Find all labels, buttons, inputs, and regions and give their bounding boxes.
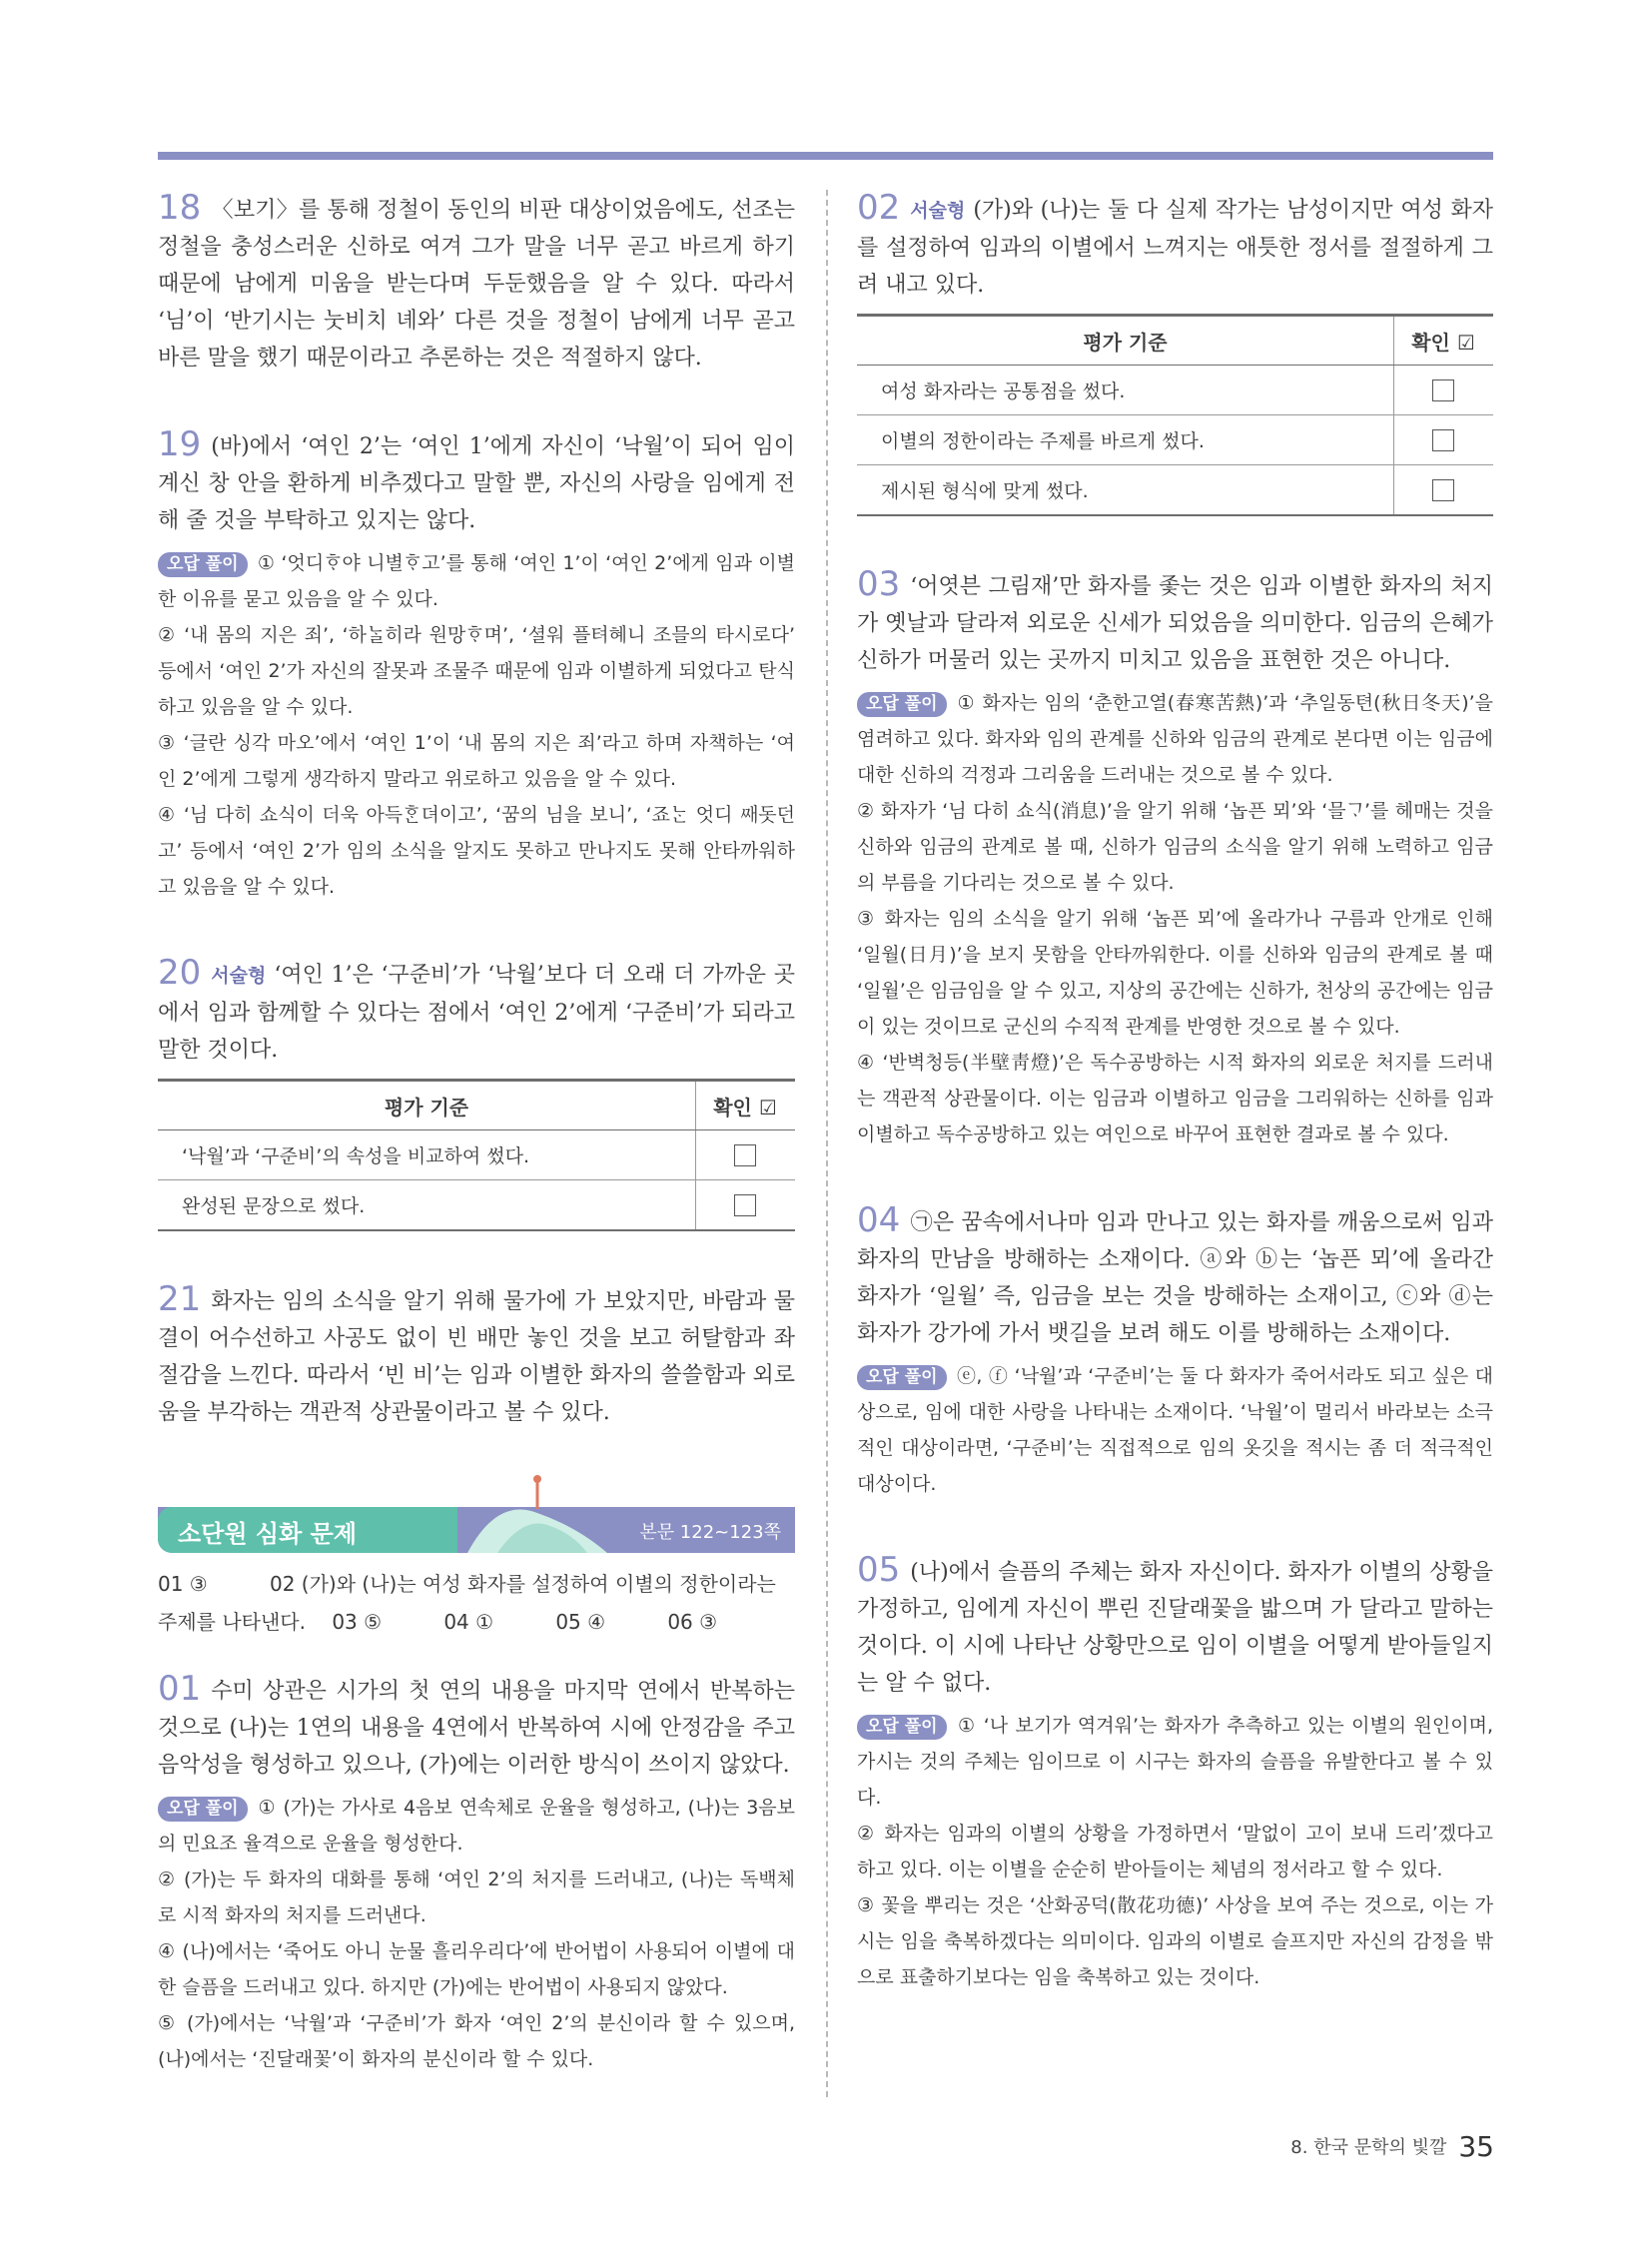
checkbox[interactable]	[1432, 429, 1454, 451]
checkbox[interactable]	[1432, 379, 1454, 401]
explanation-item: ③ 화자는 임의 소식을 알기 위해 ‘놉픈 뫼’에 올라가나 구름과 안개로 인해 ‘일월(日月)’을 보지 못함을 안타까워한다. 이를 신하와 임금의 관계로 볼 때 ‘일월’은 임금임을 알 수 있고, 지상의 공간에는 신하가, 천상의 공간에는 임금이 있는 것이므로 군신의 수직적 관계를 반영한 것으로 볼 수 있다.	[857, 908, 1493, 1038]
question-text: ㉠은 꿈속에서나마 임과 만나고 있는 화자를 깨움으로써 임과 화자의 만남을 방해하는 소재이다. ⓐ와 ⓑ는 ‘놉픈 뫼’에 올라간 화자가 ‘일월’ 즉, 임금을 보는 것을 방해하는 소재이고, ⓒ와 ⓓ는 화자가 강가에 가서 뱃길을 보려 해도 이를 방해하는 소재이다.	[857, 1210, 1493, 1346]
wrong-answer-badge: 오답 풀이	[158, 552, 248, 577]
question-number: 05	[857, 1550, 901, 1590]
question-number: 02	[857, 188, 901, 228]
question-number: 19	[158, 424, 202, 464]
check-header: 확인 ☑	[696, 1081, 796, 1130]
left-column	[158, 190, 795, 2077]
question-s01	[158, 1671, 795, 2077]
answer-item: 05 ④	[555, 1610, 606, 1634]
check-header: 확인 ☑	[1394, 316, 1494, 366]
answer-item: 02 (가)와 (나)는 여성 화자를 설정하여 이별의 정한이라는 주제를 나타낸다.	[158, 1572, 776, 1634]
question-text: ‘여인 1’은 ‘구준비’가 ‘낙월’보다 더 오래 더 가까운 곳에서 임과 함께할 수 있다는 점에서 ‘여인 2’에게 ‘구준비’가 되라고 말한 것이다.	[158, 963, 795, 1063]
question-number: 18	[158, 188, 202, 228]
checkbox[interactable]	[734, 1144, 756, 1166]
section-pages: 본문 122~123쪽	[639, 1522, 781, 1543]
explanation-item: ④ ‘반벽청등(半壁靑燈)’은 독수공방하는 시적 화자의 외로운 처지를 드러내는 객관적 상관물이다. 이는 임금과 이별하고 임금을 그리워하는 신하를 임과 이별하고 독수공방하고 있는 여인으로 바꾸어 표현한 결과로 볼 수 있다.	[857, 1052, 1493, 1145]
explanation-item: ⓔ, ⓕ ‘낙월’과 ‘구준비’는 둘 다 화자가 죽어서라도 되고 싶은 대상으로, 임에 대한 사랑을 나타내는 소재이다. ‘낙월’이 멀리서 바라보는 소극적인 대상이라면, ‘구준비’는 직접적으로 임의 옷깃을 적시는 좀 더 적극적인 대상이다.	[857, 1365, 1493, 1495]
answer-key	[158, 1565, 795, 1641]
question-s03	[857, 566, 1493, 1152]
explanation-item: ② 화자는 임과의 이별의 상황을 가정하면서 ‘말없이 고이 보내 드리’겠다고 하고 있다. 이는 이별을 순순히 받아들이는 체념의 정서라고 할 수 있다.	[857, 1823, 1493, 1880]
explanation-item: ① ‘나 보기가 역겨워’는 화자가 추측하고 있는 이별의 원인이며, 가시는 것의 주체는 임이므로 이 시구는 화자의 슬픔을 유발한다고 볼 수 있다.	[857, 1715, 1493, 1809]
table-row	[158, 1180, 795, 1231]
explanation-item: ③ ‘글란 싱각 마오’에서 ‘여인 1’이 ‘내 몸의 지은 죄’라고 하며 자책하는 ‘여인 2’에게 그렇게 생각하지 말라고 위로하고 있음을 알 수 있다.	[158, 732, 795, 790]
criteria-table	[158, 1079, 795, 1231]
question-text: (가)와 (나)는 둘 다 실제 작가는 남성이지만 여성 화자를 설정하여 임과의 이별에서 느껴지는 애틋한 정서를 절절하게 그려 내고 있다.	[857, 198, 1493, 298]
page-footer	[1290, 2130, 1494, 2163]
question-19	[158, 426, 795, 905]
table-row	[158, 1130, 795, 1180]
checkbox[interactable]	[1432, 479, 1454, 501]
question-s04	[857, 1202, 1493, 1502]
explanation-item: ② 화자가 ‘님 다히 쇼식(消息)’을 알기 위해 ‘놉픈 뫼’와 ‘믈ᄀᆞ’를 헤매는 것을 신하와 임금의 관계로 볼 때, 신하가 임금의 소식을 알기 위해 노력하고 임금의 부름을 기다리는 것으로 볼 수 있다.	[857, 800, 1493, 894]
question-21	[158, 1281, 795, 1431]
wrong-answer-badge: 오답 풀이	[158, 1797, 248, 1822]
answer-item: 03 ⑤	[332, 1610, 383, 1634]
question-number: 21	[158, 1279, 202, 1319]
explanation-item: ④ ‘님 다히 쇼식이 더욱 아득ᄒᆞᆫ뎌이고’, ‘꿈의 님을 보니’, ‘죠ᄂᆞᆫ 엇디 ᄶᅢ돗던고’ 등에서 ‘여인 2’가 임의 소식을 알지도 못하고 만나지도 못해 안타까워하고 있음을 알 수 있다.	[158, 804, 795, 898]
criteria-cell: ‘낙월’과 ‘구준비’의 속성을 비교하여 썼다.	[158, 1130, 696, 1180]
question-text: (바)에서 ‘여인 2’는 ‘여인 1’에게 자신이 ‘낙월’이 되어 임이 계신 창 안을 환하게 비추겠다고 말할 뿐, 자신의 사랑을 임에게 전해 줄 것을 부탁하고 있지는 않다.	[158, 434, 795, 533]
question-number: 03	[857, 564, 901, 604]
explanation-item: ③ 꽃을 뿌리는 것은 ‘산화공덕(散花功德)’ 사상을 보여 주는 것으로, 이는 가시는 임을 축복하겠다는 의미이다. 임과의 이별로 슬프지만 자신의 감정을 밖으로 표출하기보다는 임을 축복하고 있는 것이다.	[857, 1894, 1493, 1988]
top-rule	[158, 152, 1493, 160]
criteria-cell: 제시된 형식에 맞게 썼다.	[857, 465, 1394, 516]
question-number: 01	[158, 1669, 202, 1709]
explanation-item: ② (가)는 두 화자의 대화를 통해 ‘여인 2’의 처지를 드러내고, (나)는 독백체로 시적 화자의 처지를 드러낸다.	[158, 1868, 795, 1926]
criteria-cell: 완성된 문장으로 썼다.	[158, 1180, 696, 1231]
question-text: 수미 상관은 시가의 첫 연의 내용을 마지막 연에서 반복하는 것으로 (나)는 1연의 내용을 4연에서 반복하여 시에 안정감을 주고 음악성을 형성하고 있으나, (가)에는 이러한 방식이 쓰이지 않았다.	[158, 1679, 795, 1778]
explanation-item: ④ (나)에서는 ‘죽어도 아니 눈물 흘리우리다’에 반어법이 사용되어 이별에 대한 슬픔을 드러내고 있다. 하지만 (가)에는 반어법이 사용되지 않았다.	[158, 1940, 795, 1998]
answer-item: 04 ①	[443, 1610, 494, 1634]
hill-illustration-icon	[467, 1467, 607, 1553]
question-20	[158, 955, 795, 1231]
criteria-header: 평가 기준	[857, 316, 1394, 366]
table-row	[857, 415, 1493, 465]
wrong-answer-badge: 오답 풀이	[857, 1365, 947, 1390]
question-text: ‘어엿븐 그림재’만 화자를 좇는 것은 임과 이별한 화자의 처지가 옛날과 달라져 외로운 신세가 되었음을 의미한다. 임금의 은혜가 신하가 머물러 있는 곳까지 미치고 있음을 표현한 것은 아니다.	[857, 574, 1493, 673]
page-number: 35	[1458, 2130, 1494, 2163]
explanation-item: ① ‘엇디ᄒᆞ야 니별ᄒᆞ고’를 통해 ‘여인 1’이 ‘여인 2’에게 임과 이별한 이유를 묻고 있음을 알 수 있다.	[158, 552, 795, 610]
table-row	[857, 465, 1493, 516]
question-text: 화자는 임의 소식을 알기 위해 물가에 가 보았지만, 바람과 물결이 어수선하고 사공도 없이 빈 배만 놓인 것을 보고 허탈함과 좌절감을 느낀다. 따라서 ‘빈 비’는 임과 이별한 화자의 쓸쓸함과 외로움을 부각하는 객관적 상관물이라고 볼 수 있다.	[158, 1289, 795, 1425]
criteria-header: 평가 기준	[158, 1081, 696, 1130]
section-banner	[158, 1507, 795, 1553]
explanation-item: ① (가)는 가사로 4음보 연속체로 운율을 형성하고, (나)는 3음보의 민요조 율격으로 운율을 형성한다.	[158, 1797, 795, 1855]
essay-tag: 서술형	[211, 965, 267, 987]
wrong-answer-badge: 오답 풀이	[857, 692, 947, 717]
criteria-table	[857, 314, 1493, 516]
chapter-title: 8. 한국 문학의 빛깔	[1290, 2137, 1447, 2158]
column-divider	[826, 190, 828, 2097]
question-s05	[857, 1552, 1493, 1995]
checkbox[interactable]	[734, 1194, 756, 1216]
question-text: (나)에서 슬픔의 주체는 화자 자신이다. 화자가 이별의 상황을 가정하고, 임에게 자신이 뿌린 진달래꽃을 밟으며 가 달라고 말하는 것이다. 이 시에 나타난 상황만으로 임이 이별을 어떻게 받아들일지는 알 수 없다.	[857, 1560, 1493, 1696]
explanation-item: ① 화자는 임의 ‘춘한고열(春寒苦熱)’과 ‘추일동텬(秋日冬天)’을 염려하고 있다. 화자와 임의 관계를 신하와 임금의 관계로 본다면 이는 임금에 대한 신하의 걱정과 그리움을 드러내는 것으로 볼 수 있다.	[857, 692, 1493, 786]
answer-item: 01 ③	[158, 1572, 208, 1596]
question-s02	[857, 190, 1493, 516]
wrong-answer-badge: 오답 풀이	[857, 1715, 947, 1740]
question-number: 04	[857, 1200, 901, 1240]
answer-item: 06 ③	[667, 1610, 718, 1634]
criteria-cell: 여성 화자라는 공통점을 썼다.	[857, 366, 1394, 415]
explanation-item: ② ‘내 몸의 지은 죄’, ‘하ᄂᆞᆯ히라 원망ᄒᆞ며’, ‘셜워 플텨혜니 조믈의 타시로다’ 등에서 ‘여인 2’가 자신의 잘못과 조물주 때문에 임과 이별하게 되었다고 탄식하고 있음을 알 수 있다.	[158, 624, 795, 718]
question-text: 〈보기〉를 통해 정철이 동인의 비판 대상이었음에도, 선조는 정철을 충성스러운 신하로 여겨 그가 말을 너무 곧고 바르게 하기 때문에 남에게 미움을 받는다며 두둔했음을 알 수 있다. 따라서 ‘님’이 ‘반기시는 눗비치 녜와’ 다른 것을 정철이 남에게 너무 곧고 바른 말을 했기 때문이라고 추론하는 것은 적절하지 않다.	[158, 198, 795, 371]
explanation-item: ⑤ (가)에서는 ‘낙월’과 ‘구준비’가 화자 ‘여인 2’의 분신이라 할 수 있으며, (나)에서는 ‘진달래꽃’이 화자의 분신이라 할 수 있다.	[158, 2012, 795, 2070]
criteria-cell: 이별의 정한이라는 주제를 바르게 썼다.	[857, 415, 1394, 465]
question-number: 20	[158, 953, 202, 993]
right-column	[857, 190, 1493, 1995]
question-18	[158, 190, 795, 376]
table-row	[857, 366, 1493, 415]
essay-tag: 서술형	[910, 200, 966, 222]
section-title: 소단원 심화 문제	[178, 1520, 357, 1548]
